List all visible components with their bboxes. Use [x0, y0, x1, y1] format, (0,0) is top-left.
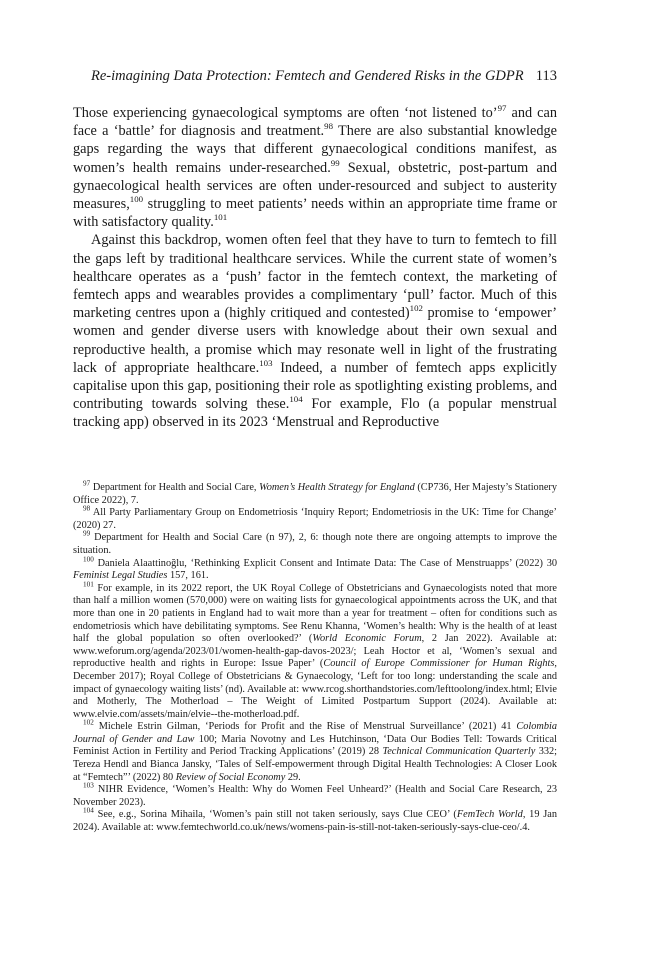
text-run: Indeed, a number of femtech apps explicitly capitalise upon this gap, positioning their role as spotlighting existing problems, and contributing towards solving these. [73, 359, 557, 413]
text-run: For example, Flo (a popular menstrual tracking app) observed in its 2023 ‘Menstrual and Reproductive [73, 396, 557, 431]
text-run: Sexual, obstetric, post-partum and gynaecological health services are often under-resourced and subject to austerity measures, [73, 159, 557, 213]
footnote-number: 97 [83, 479, 91, 488]
footnote-ref-103[interactable]: 103 [259, 358, 273, 369]
footnote-text: 29. [285, 771, 301, 783]
footnote-title: Women’s Health Strategy for England [259, 482, 415, 493]
footnote-number: 101 [83, 580, 94, 589]
footnotes [73, 479, 558, 835]
journal-title: Colombia Journal of Gender and Law [73, 721, 557, 745]
footnote [73, 555, 557, 583]
footnote-number: 104 [83, 807, 94, 816]
text-run: Against this backdrop, women often feel that they have to turn to femtech to fill the gaps left by traditional healthcare services. While the current state of women’s healthcare operates as a ‘push’ factor in the femtech context, the marketing of femtech apps and wearables provides a complimentary ‘pull’ factor. Much of this marketing centres upon a (highly critiqued and contested) [73, 232, 557, 322]
footnote-text: , 2 Jan 2022). Available at: www.weforum.org/agenda/2023/01/women-health-gap-davos-2023/; Leah Hoctor et al, ‘Women’s sexual and reproductive health and rights in Europe: Issue Paper’ ( [73, 633, 557, 670]
footnote-number: 103 [83, 781, 94, 790]
source-title: Council of Europe Commissioner for Human Rights [323, 658, 555, 670]
footnote-text: 332; Tereza Hendl and Bianca Jansky, ‘Tales of Self-empowerment through Digital Health Technologies: A Closer Look at “Femtech”’ (2022) 80 [73, 746, 557, 783]
footnote-text: For example, in its 2022 report, the UK Royal College of Obstetricians and Gynaecologists noted that more than half a million women (570,000) were on waiting lists for gynaecological appointments across the UK, and that more than one in 20 patients in England had to wait more than a year for treatment – often for conditions such as endometriosis which have debilitating symptoms. See Renu Khanna, ‘Women’s health: Why is the health of at least half the global population so often overlooked?’ ( [73, 582, 558, 645]
footnote [73, 504, 557, 532]
footnote [73, 809, 557, 834]
source-title: World Economic Forum [312, 633, 422, 645]
footnote-text: (CP736, Her Majesty’s Stationery Office 2022), 7. [73, 482, 558, 506]
journal-title: Review of Social Economy [175, 771, 286, 783]
text-run: Those experiencing gynaecological symptoms are often ‘not listened to’ [73, 105, 498, 121]
text-run: promise to ‘empower’ women and gender diverse users with knowledge about their own sexual and reproductive health, a promise which may resonate well in light of the frustrating lack of appropriate healthcare. [73, 305, 557, 376]
footnote-text: See, e.g., Sorina Mihaila, ‘Women’s pain still not taken seriously, says Clue CEO’ ( [97, 809, 457, 821]
footnote-text: , December 2017); Royal College of Obstetricians & Gynaecology, ‘Left for too long: understanding the scale and impact of gynaecology waiting lists’ (nd). Available at: www.rcog.shorthandstories.com/lefttoolong/index.html; Elvie and Motherly, The Motherload – The Weight of Limited Postpartum Support (2024). Available at: www.elvie.com/assets/main/elvie--the-motherload.pdf. [73, 658, 557, 720]
footnote-number: 98 [83, 504, 91, 513]
journal-title: Technical Communication Quarterly [382, 746, 536, 758]
footnote-text: Department for Health and Social Care (n 97), 2, 6: though note there are ongoing attempts to improve the situation. [73, 532, 557, 556]
footnote-ref-99[interactable]: 99 [330, 157, 340, 168]
journal-title: Feminist Legal Studies [73, 570, 168, 582]
footnote-ref-100[interactable]: 100 [129, 194, 144, 205]
running-title: Re-imagining Data Protection: Femtech and Gendered Risks in the GDPR [91, 68, 524, 84]
footnote-number: 100 [83, 555, 94, 564]
text-run: struggling to meet patients’ needs within an appropriate time frame or with satisfactory quality. [73, 196, 557, 231]
paragraph-1 [73, 104, 557, 231]
source-title: FemTech World [456, 809, 523, 821]
footnote [73, 718, 557, 784]
text-run: There are also substantial knowledge gaps regarding the ways that different gynaecological conditions manifest, as women’s health remains under-researched. [73, 123, 558, 176]
footnote [73, 580, 558, 722]
footnote-text: All Party Parliamentary Group on Endometriosis ‘Inquiry Report; Endometriosis in the UK: Time for Change’ (2020) 27. [73, 507, 557, 531]
page-number: 113 [535, 68, 557, 84]
footnote-ref-101[interactable]: 101 [213, 212, 228, 223]
footnote-text: NIHR Evidence, ‘Women’s Health: Why do Women Feel Unheard?’ (Health and Social Care Research, 23 November 2023). [73, 784, 557, 808]
footnote-ref-97[interactable]: 97 [497, 103, 507, 114]
footnote-text: 100; Maria Novotny and Les Hutchinson, ‘Data Our Bodies Tell: Towards Critical Feminist Action in Fertility and Period Tracking Applications’ (2019) 28 [73, 733, 557, 758]
footnote [73, 529, 557, 557]
footnote-text: Department for Health and Social Care, [92, 482, 260, 493]
footnote-number: 102 [83, 718, 94, 727]
footnote-number: 99 [83, 529, 91, 538]
footnote-ref-102[interactable]: 102 [409, 303, 423, 314]
footnote [73, 479, 558, 507]
footnote [73, 781, 557, 809]
footnote-ref-98[interactable]: 98 [324, 121, 333, 132]
footnote-text: , 19 Jan 2024). Available at: www.femtechworld.co.uk/news/womens-pain-is-still-not-taken-seriously-says-clue-ceo/.4. [73, 809, 557, 834]
footnote-ref-104[interactable]: 104 [289, 394, 303, 405]
running-header [73, 66, 557, 86]
text-run: and can face a ‘battle’ for diagnosis and treatment. [73, 105, 557, 140]
footnote-text: Michele Estrin Gilman, ‘Periods for Profit and the Rise of Menstrual Surveillance’ (2021) 41 [98, 721, 517, 733]
paragraph-2 [73, 231, 557, 431]
main-text [73, 104, 557, 432]
footnote-text: Daniela Alaattinoğlu, ‘Rethinking Explicit Consent and Intimate Data: The Case of Menstruapps’ (2022) 30 [97, 557, 557, 569]
footnote-text: 157, 161. [167, 570, 209, 582]
